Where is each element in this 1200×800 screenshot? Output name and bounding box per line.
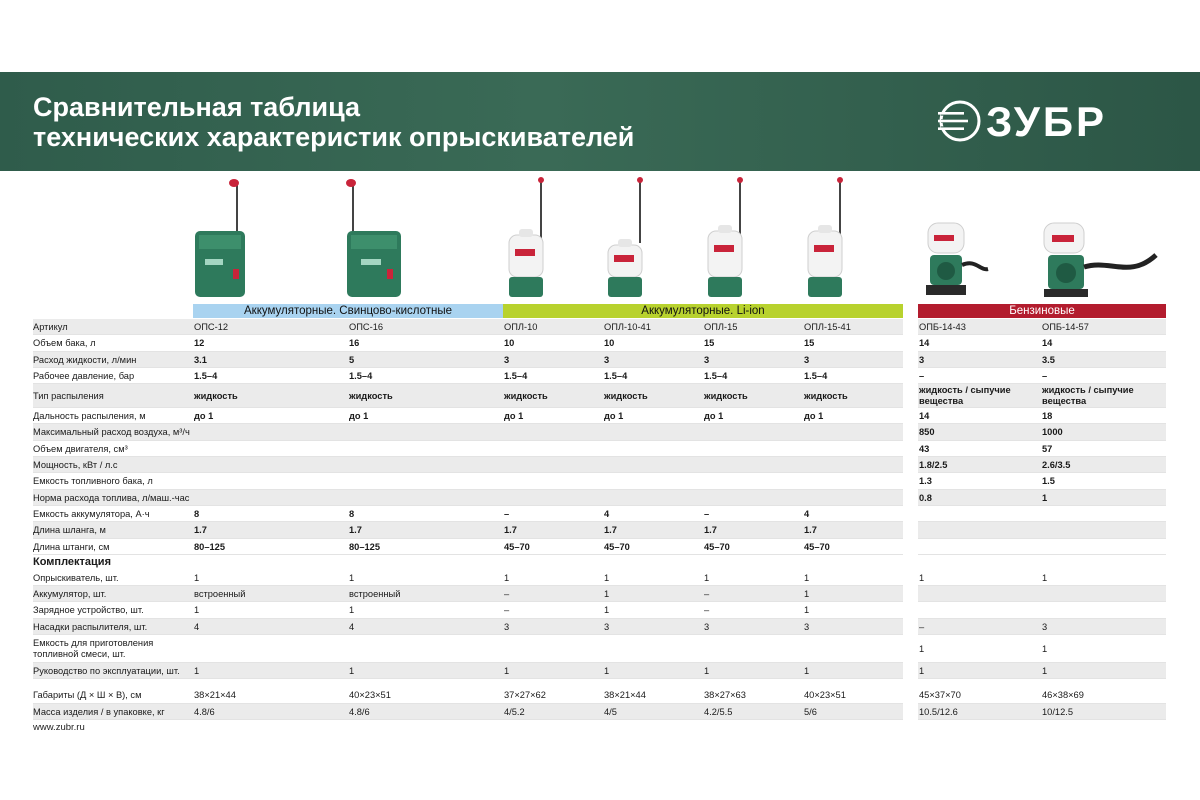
table-row (33, 687, 1166, 703)
table-row (33, 473, 1166, 489)
title-line-1: Сравнительная таблица (33, 92, 361, 122)
table-cell: до 1 (194, 411, 214, 422)
petrol-mist-blower-image (1040, 219, 1160, 301)
table-cell: 1 (604, 666, 610, 677)
table-cell: 12 (194, 338, 205, 349)
white-tank-sprayer-image (804, 173, 846, 301)
spec-table (33, 319, 1166, 720)
table-cell: 45–70 (804, 541, 830, 552)
table-cell: – (919, 370, 925, 381)
table-row (33, 352, 1166, 368)
table-cell: 4 (804, 508, 810, 519)
table-cell: 4 (194, 621, 200, 632)
table-cell: 4.8/6 (194, 706, 215, 717)
table-cell: 43 (919, 443, 930, 454)
row-label: Зарядное устройство, шт. (33, 605, 144, 616)
table-cell: 3 (504, 354, 510, 365)
table-cell: – (704, 589, 710, 600)
table-cell: 1.7 (349, 525, 362, 536)
green-battery-sprayer-image (193, 173, 249, 301)
table-cell: 10 (604, 338, 615, 349)
row-label: Аккумулятор, шт. (33, 589, 107, 600)
table-cell: жидкость (804, 390, 848, 401)
table-cell: 1.7 (804, 525, 817, 536)
table-cell: 45–70 (604, 541, 630, 552)
table-cell: 1 (504, 666, 510, 677)
table-cell: 1 (194, 572, 200, 583)
table-cell: до 1 (604, 411, 624, 422)
table-cell: 38×27×63 (704, 690, 746, 701)
table-cell: 3 (804, 354, 810, 365)
table-cell: 1 (604, 589, 610, 600)
table-cell: встроенный (349, 589, 401, 600)
table-row (33, 319, 1166, 335)
category-li-ion: Аккумуляторные. Li-ion (503, 304, 903, 318)
table-cell: 40×23×51 (804, 690, 846, 701)
row-label: Руководство по эксплуатации, шт. (33, 666, 180, 677)
table-row (33, 704, 1166, 720)
table-cell: 1 (604, 605, 610, 616)
table-cell: – (1042, 370, 1048, 381)
table-cell: 4/5.2 (504, 706, 525, 717)
white-tank-sprayer-image (704, 173, 746, 301)
table-cell: 1 (349, 572, 355, 583)
category-lead-acid: Аккумуляторные. Свинцово-кислотные (193, 304, 503, 318)
table-cell: 1.7 (504, 525, 517, 536)
table-cell: – (919, 621, 925, 632)
section-heading: Комплектация (33, 555, 111, 568)
table-cell: 1.8/2.5 (919, 460, 948, 471)
table-cell: 4 (604, 508, 610, 519)
table-cell: 80–125 (194, 541, 226, 552)
table-cell: 1 (349, 605, 355, 616)
footer-url: www.zubr.ru (33, 722, 85, 733)
table-cell: 1.5–4 (804, 370, 828, 381)
table-cell: 8 (194, 508, 200, 519)
table-cell: 1.5–4 (194, 370, 218, 381)
row-label: Насадки распылителя, шт. (33, 621, 148, 632)
table-row (33, 635, 1166, 663)
table-cell: 3 (704, 354, 710, 365)
row-background (918, 586, 1166, 602)
table-cell: 80–125 (349, 541, 381, 552)
petrol-mist-blower-image (920, 219, 992, 301)
table-cell: 10/12.5 (1042, 706, 1074, 717)
row-label: Длина штанги, см (33, 541, 110, 552)
white-tank-sprayer-image (604, 173, 646, 301)
table-cell: до 1 (504, 411, 524, 422)
table-cell: 8 (349, 508, 355, 519)
table-cell: 38×21×44 (194, 690, 236, 701)
table-cell: 1 (194, 605, 200, 616)
table-cell: 1 (919, 643, 925, 654)
table-cell: 1.7 (704, 525, 717, 536)
table-cell: 40×23×51 (349, 690, 391, 701)
table-cell: ОПС-16 (349, 322, 384, 332)
page-title (33, 92, 634, 152)
zubr-logo (938, 96, 1170, 146)
table-cell: 1.7 (194, 525, 207, 536)
table-row (33, 586, 1166, 602)
table-row (33, 539, 1166, 555)
table-cell: 10 (504, 338, 515, 349)
table-cell: 37×27×62 (504, 690, 546, 701)
table-cell: 850 (919, 427, 935, 438)
row-label: Мощность, кВт / л.с (33, 460, 118, 471)
table-row (33, 424, 1166, 440)
row-label: Емкость для приготовления топливной смеси, шт. (33, 638, 154, 660)
table-row (33, 335, 1166, 351)
table-cell: – (504, 508, 510, 519)
table-row (33, 457, 1166, 473)
table-cell: 1 (1042, 572, 1048, 583)
table-cell: 10.5/12.6 (919, 706, 958, 717)
table-row (33, 663, 1166, 679)
table-cell: 1 (919, 572, 925, 583)
table-cell: ОПС-12 (194, 322, 229, 332)
table-cell: 1000 (1042, 427, 1063, 438)
row-label: Масса изделия / в упаковке, кг (33, 706, 165, 717)
table-cell: 1 (349, 666, 355, 677)
table-cell: 1 (804, 666, 810, 677)
table-cell: 16 (349, 338, 360, 349)
row-label: Габариты (Д × Ш × В), см (33, 690, 142, 701)
table-cell: до 1 (349, 411, 369, 422)
green-battery-sprayer-image (345, 173, 403, 301)
table-cell: 46×38×69 (1042, 690, 1084, 701)
logo-text: ЗУБР (986, 98, 1108, 145)
table-cell: – (504, 589, 510, 600)
row-label: Объем двигателя, см³ (33, 443, 128, 454)
category-petrol: Бензиновые (918, 304, 1166, 318)
table-row (33, 555, 1166, 570)
table-cell: 3 (919, 354, 925, 365)
table-row (33, 602, 1166, 618)
row-label: Артикул (33, 322, 68, 332)
product-images (0, 171, 1200, 305)
table-cell: 3 (1042, 621, 1048, 632)
table-cell: жидкость / сыпучие вещества (1042, 385, 1134, 407)
table-cell: 1 (194, 666, 200, 677)
white-tank-sprayer-image (505, 173, 547, 301)
row-label: Объем бака, л (33, 338, 96, 349)
table-row (33, 368, 1166, 384)
table-cell: 1.7 (604, 525, 617, 536)
title-line-2: технических характеристик опрыскивателей (33, 122, 635, 152)
table-cell: 38×21×44 (604, 690, 646, 701)
table-cell: 3 (804, 621, 810, 632)
table-cell: ОПЛ-10-41 (604, 322, 651, 332)
table-cell: жидкость / сыпучие вещества (919, 385, 1011, 407)
table-cell: – (704, 605, 710, 616)
table-cell: 3 (604, 621, 610, 632)
table-cell: ОПЛ-15-41 (804, 322, 851, 332)
table-row (33, 570, 1166, 586)
table-cell: 1 (704, 666, 710, 677)
row-label: Опрыскиватель, шт. (33, 572, 119, 583)
table-cell: 14 (919, 411, 930, 422)
row-label: Рабочее давление, бар (33, 370, 135, 381)
table-cell: 1 (604, 572, 610, 583)
row-background (918, 522, 1166, 538)
table-cell: 3.1 (194, 354, 207, 365)
table-cell: ОПЛ-15 (704, 322, 738, 332)
row-label: Максимальный расход воздуха, м³/ч (33, 427, 190, 438)
row-background (918, 506, 1166, 522)
table-row (33, 522, 1166, 538)
table-cell: 1.5–4 (504, 370, 528, 381)
table-cell: 14 (1042, 338, 1053, 349)
table-cell: 1.5 (1042, 476, 1055, 487)
table-row (33, 490, 1166, 506)
table-cell: 45×37×70 (919, 690, 961, 701)
table-cell: 4 (349, 621, 355, 632)
table-row (33, 384, 1166, 408)
table-cell: 4.8/6 (349, 706, 370, 717)
table-cell: 3.5 (1042, 354, 1055, 365)
table-row (33, 619, 1166, 635)
table-cell: 14 (919, 338, 930, 349)
table-cell: 5 (349, 354, 355, 365)
table-cell: – (704, 508, 710, 519)
table-cell: 1 (1042, 492, 1048, 503)
row-label: Емкость аккумулятора, А·ч (33, 508, 150, 519)
header-banner (0, 72, 1200, 171)
table-cell: 15 (704, 338, 715, 349)
table-cell: 45–70 (504, 541, 530, 552)
table-cell: 1 (504, 572, 510, 583)
table-cell: жидкость (504, 390, 548, 401)
table-cell: до 1 (704, 411, 724, 422)
table-cell: жидкость (194, 390, 238, 401)
row-label: Дальность распыления, м (33, 411, 146, 422)
table-cell: 2.6/3.5 (1042, 460, 1071, 471)
table-cell: встроенный (194, 589, 246, 600)
table-cell: 57 (1042, 443, 1053, 454)
table-row (33, 408, 1166, 424)
table-cell: до 1 (804, 411, 824, 422)
table-cell: 1.5–4 (349, 370, 373, 381)
table-cell: 5/6 (804, 706, 817, 717)
table-cell: 4/5 (604, 706, 617, 717)
table-cell: 45–70 (704, 541, 730, 552)
table-cell: 1 (1042, 666, 1048, 677)
row-label: Тип распыления (33, 390, 104, 401)
table-cell: ОПЛ-10 (504, 322, 538, 332)
table-cell: 1 (804, 589, 810, 600)
table-cell: 1 (804, 605, 810, 616)
table-cell: 1 (804, 572, 810, 583)
table-cell: 15 (804, 338, 815, 349)
table-cell: 0.8 (919, 492, 932, 503)
table-cell: 1.5–4 (704, 370, 728, 381)
table-cell: 18 (1042, 411, 1053, 422)
table-cell: 1.5–4 (604, 370, 628, 381)
table-cell: жидкость (704, 390, 748, 401)
table-cell: 1 (704, 572, 710, 583)
row-label: Норма расхода топлива, л/маш.-час (33, 492, 190, 503)
table-cell: жидкость (349, 390, 393, 401)
row-label: Емкость топливного бака, л (33, 476, 153, 487)
table-cell: 3 (704, 621, 710, 632)
row-label: Длина шланга, м (33, 525, 106, 536)
row-background (918, 539, 1166, 555)
row-label: Расход жидкости, л/мин (33, 354, 137, 365)
row-spacer (33, 679, 1166, 687)
row-background (918, 602, 1166, 618)
table-row (33, 441, 1166, 457)
table-row (33, 506, 1166, 522)
table-cell: 1.3 (919, 476, 932, 487)
table-cell: 4.2/5.5 (704, 706, 733, 717)
table-cell: жидкость (604, 390, 648, 401)
table-cell: – (504, 605, 510, 616)
table-cell: 1 (919, 666, 925, 677)
table-cell: 3 (604, 354, 610, 365)
table-cell: 1 (1042, 643, 1048, 654)
table-cell: ОПБ-14-43 (919, 322, 966, 332)
table-cell: 3 (504, 621, 510, 632)
table-cell: ОПБ-14-57 (1042, 322, 1089, 332)
